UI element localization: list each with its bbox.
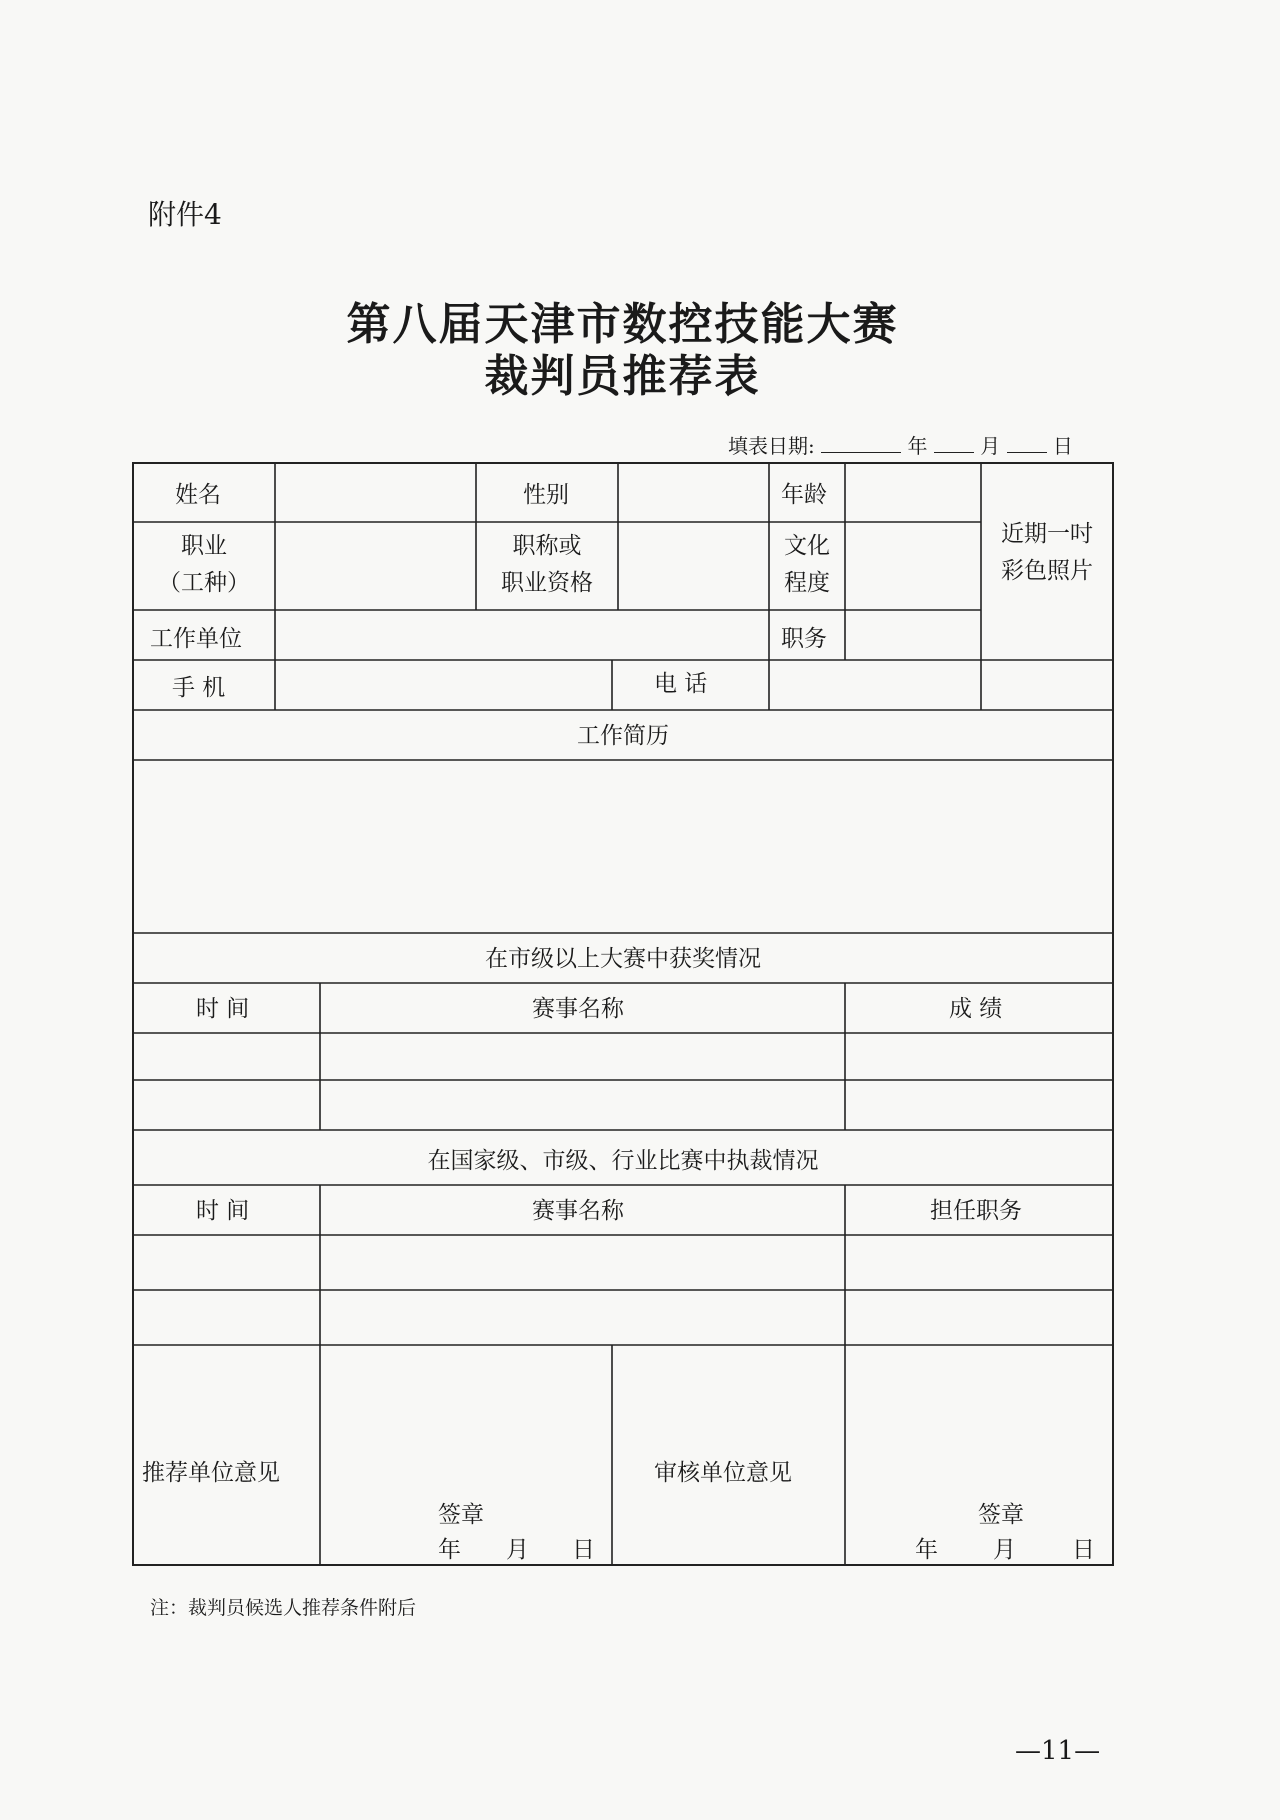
recommend-opinion-field[interactable] — [134, 1346, 611, 1564]
judging-row-2[interactable] — [134, 1291, 1112, 1344]
judging-row-1[interactable] — [134, 1236, 1112, 1289]
label-age: 年龄 — [781, 482, 827, 508]
label-occupation-line1: 职业 — [181, 533, 227, 559]
fill-date-month: 月 — [980, 434, 1001, 458]
label-occupation-line2: （工种） — [158, 569, 250, 596]
position-field[interactable] — [846, 611, 980, 659]
awards-row-2[interactable] — [134, 1081, 1112, 1129]
form-subtitle: 裁判员推荐表 — [484, 351, 761, 402]
photo-label-line1: 近期一吋 — [1001, 521, 1093, 547]
recommend-date-year: 年 — [438, 1537, 461, 1563]
fill-date-year: 年 — [907, 434, 928, 458]
fill-date-day-blank[interactable] — [1007, 434, 1047, 453]
name-field[interactable] — [276, 464, 475, 521]
review-date-month: 月 — [993, 1537, 1016, 1563]
label-education — [774, 528, 840, 602]
awards-title: 在市级以上大赛中获奖情况 — [485, 946, 761, 972]
recommend-date-month: 月 — [506, 1537, 529, 1563]
label-phone: 电 话 — [654, 671, 708, 697]
label-occupation — [140, 528, 268, 602]
judging-title: 在国家级、市级、行业比赛中执裁情况 — [427, 1148, 819, 1174]
work-unit-field[interactable] — [276, 611, 768, 659]
recommend-date-day: 日 — [572, 1537, 595, 1563]
fill-date-month-blank[interactable] — [934, 434, 974, 453]
fill-date-day: 日 — [1052, 434, 1073, 458]
label-work-unit: 工作单位 — [150, 626, 242, 652]
age-field[interactable] — [846, 464, 980, 521]
label-education-line2: 程度 — [784, 569, 830, 596]
footnote: 注：裁判员候选人推荐条件附后 — [150, 1597, 417, 1619]
label-title-line1: 职称或 — [512, 533, 582, 559]
review-seal-label: 签章 — [978, 1502, 1024, 1528]
phone-field[interactable] — [770, 661, 980, 709]
label-title-line2: 职业资格 — [501, 569, 593, 596]
fill-date-year-blank[interactable] — [821, 434, 901, 453]
label-recommend-opinion: 推荐单位意见 — [142, 1460, 280, 1486]
label-position: 职务 — [781, 626, 827, 652]
awards-header-time: 时 间 — [196, 996, 250, 1022]
judging-header-role: 担任职务 — [930, 1198, 1022, 1224]
form-title: 第八届天津市数控技能大赛 — [346, 299, 899, 350]
photo-label-line2: 彩色照片 — [1001, 557, 1093, 584]
gender-field[interactable] — [619, 464, 768, 521]
label-education-line1: 文化 — [784, 533, 830, 559]
review-opinion-field[interactable] — [613, 1346, 1112, 1564]
awards-header-event: 赛事名称 — [532, 996, 624, 1022]
judging-header-time: 时 间 — [196, 1198, 250, 1224]
label-name: 姓名 — [175, 482, 221, 508]
fill-date-label: 填表日期: — [728, 434, 815, 458]
page-number: —11— — [1015, 1736, 1101, 1766]
review-date-year: 年 — [915, 1537, 938, 1563]
label-review-opinion: 审核单位意见 — [654, 1460, 792, 1486]
review-date-day: 日 — [1072, 1537, 1095, 1563]
resume-field[interactable] — [134, 761, 1112, 932]
label-title-qualification — [482, 528, 612, 602]
fill-date-row — [728, 430, 1073, 459]
resume-title: 工作简历 — [577, 723, 669, 749]
label-mobile: 手 机 — [172, 675, 226, 701]
recommend-seal-label: 签章 — [438, 1502, 484, 1528]
awards-header-result: 成 绩 — [949, 996, 1003, 1022]
judging-header-event: 赛事名称 — [532, 1198, 624, 1224]
mobile-field[interactable] — [276, 661, 611, 709]
awards-row-1[interactable] — [134, 1034, 1112, 1079]
photo-placeholder[interactable] — [986, 516, 1108, 590]
attachment-label: 附件4 — [148, 198, 222, 231]
label-gender: 性别 — [523, 482, 569, 508]
